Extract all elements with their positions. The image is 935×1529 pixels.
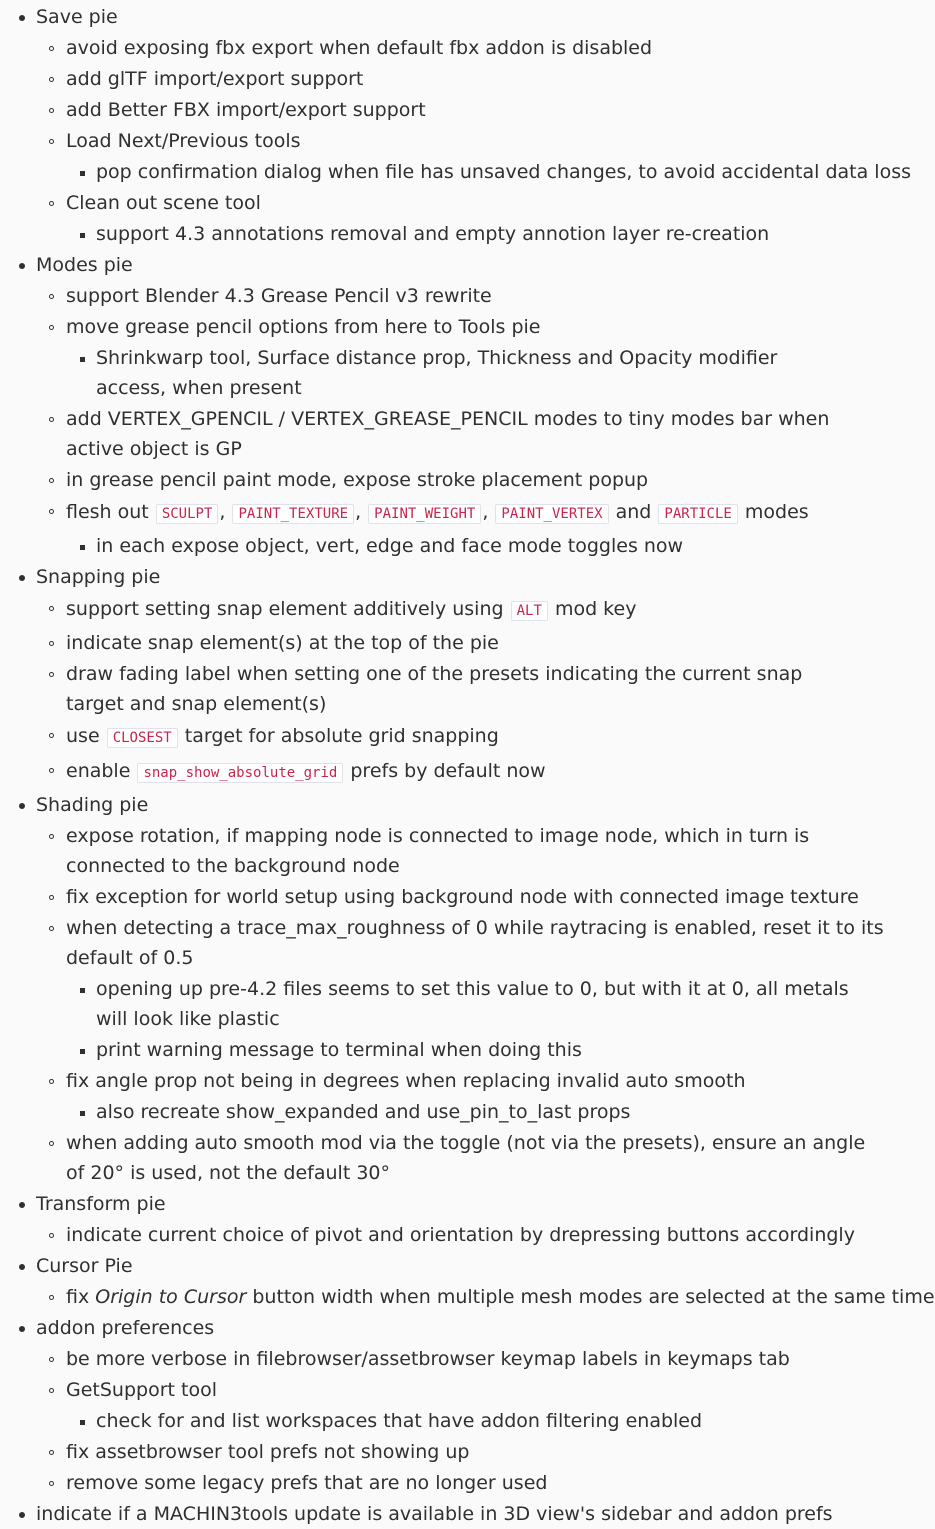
item-text: support setting snap element additively using bbox=[66, 598, 504, 620]
item-text: be more verbose in filebrowser/assetbrowser keymap labels in keymaps tab bbox=[66, 1348, 790, 1370]
list-item bbox=[36, 1375, 935, 1436]
list-item bbox=[36, 33, 935, 63]
code-sculpt: SCULPT bbox=[156, 504, 219, 524]
item-text: expose rotation, if mapping node is connected to image node, which in turn is connected to the background node bbox=[66, 825, 810, 877]
section-title: addon preferences bbox=[36, 1317, 215, 1339]
sublist bbox=[36, 1282, 935, 1312]
sublist bbox=[66, 343, 935, 403]
list-item bbox=[36, 821, 935, 881]
sublist bbox=[66, 157, 935, 187]
list-item bbox=[36, 659, 935, 719]
item-text: fix exception for world setup using background node with connected image texture bbox=[66, 886, 859, 908]
section-title: Snapping pie bbox=[36, 566, 161, 588]
code-paint-texture: PAINT_TEXTURE bbox=[232, 504, 354, 524]
sublist bbox=[36, 1220, 935, 1250]
sublist bbox=[36, 821, 935, 1188]
item-text: in each expose object, vert, edge and face mode toggles now bbox=[96, 535, 684, 557]
list-item bbox=[36, 126, 935, 187]
list-item bbox=[36, 1066, 935, 1127]
list-item bbox=[36, 628, 935, 658]
list-item bbox=[66, 1406, 935, 1436]
sublist bbox=[66, 974, 935, 1065]
code-particle: PARTICLE bbox=[658, 504, 737, 524]
item-text: flesh out bbox=[66, 501, 149, 523]
list-item bbox=[36, 755, 935, 789]
list-item bbox=[36, 1282, 935, 1312]
item-text: opening up pre-4.2 files seems to set this value to 0, but with it at 0, all metals will look like plastic bbox=[96, 978, 849, 1030]
list-item bbox=[66, 157, 935, 187]
separator: , bbox=[355, 501, 362, 523]
item-text: button width when multiple mesh modes are selected at the same time bbox=[252, 1286, 935, 1308]
item-text: pop confirmation dialog when file has unsaved changes, to avoid accidental data loss bbox=[96, 161, 911, 183]
section-title: Transform pie bbox=[36, 1193, 166, 1215]
list-item bbox=[66, 531, 935, 561]
list-item-shading-pie bbox=[0, 790, 935, 1188]
item-text: avoid exposing fbx export when default fbx addon is disabled bbox=[66, 37, 653, 59]
sublist bbox=[66, 219, 935, 249]
separator: , bbox=[219, 501, 226, 523]
item-text: Load Next/Previous tools bbox=[66, 130, 301, 152]
list-item bbox=[36, 496, 935, 561]
item-text: support Blender 4.3 Grease Pencil v3 rewrite bbox=[66, 285, 492, 307]
item-text: print warning message to terminal when doing this bbox=[96, 1039, 582, 1061]
item-text: fix angle prop not being in degrees when replacing invalid auto smooth bbox=[66, 1070, 746, 1092]
item-text: GetSupport tool bbox=[66, 1379, 217, 1401]
item-text: add glTF import/export support bbox=[66, 68, 364, 90]
code-alt: ALT bbox=[511, 601, 548, 621]
list-item-modes-pie bbox=[0, 250, 935, 561]
list-item bbox=[36, 95, 935, 125]
item-text: mod key bbox=[554, 598, 637, 620]
item-emphasis: Origin to Cursor bbox=[95, 1286, 247, 1308]
code-closest: CLOSEST bbox=[107, 728, 178, 748]
list-item-snapping-pie bbox=[0, 562, 935, 789]
list-item-cursor-pie bbox=[0, 1251, 935, 1312]
item-text: fix assetbrowser tool prefs not showing up bbox=[66, 1441, 470, 1463]
list-item bbox=[36, 720, 935, 754]
list-item bbox=[66, 1097, 935, 1127]
item-text: fix bbox=[66, 1286, 90, 1308]
list-item bbox=[36, 1220, 935, 1250]
item-text: remove some legacy prefs that are no longer used bbox=[66, 1472, 548, 1494]
item-text: when adding auto smooth mod via the toggle (not via the presets), ensure an angle of 20° is used, not the default 30° bbox=[66, 1132, 866, 1184]
sublist bbox=[66, 1097, 935, 1127]
list-item bbox=[36, 312, 935, 403]
item-text: Shrinkwarp tool, Surface distance prop, Thickness and Opacity modifier access, when present bbox=[96, 347, 778, 399]
sublist bbox=[66, 1406, 935, 1436]
item-text: target for absolute grid snapping bbox=[184, 725, 499, 747]
list-item bbox=[36, 404, 935, 464]
list-item bbox=[36, 64, 935, 94]
item-text: move grease pencil options from here to Tools pie bbox=[66, 316, 541, 338]
list-item bbox=[36, 281, 935, 311]
code-paint-vertex: PAINT_VERTEX bbox=[495, 504, 608, 524]
section-title: Cursor Pie bbox=[36, 1255, 133, 1277]
item-text: and bbox=[615, 501, 652, 523]
sublist bbox=[36, 281, 935, 561]
list-item bbox=[36, 1128, 935, 1188]
code-paint-weight: PAINT_WEIGHT bbox=[368, 504, 481, 524]
item-text: add Better FBX import/export support bbox=[66, 99, 426, 121]
list-item-transform-pie bbox=[0, 1189, 935, 1250]
list-item bbox=[36, 1437, 935, 1467]
item-text: modes bbox=[744, 501, 809, 523]
item-text: check for and list workspaces that have addon filtering enabled bbox=[96, 1410, 703, 1432]
sublist bbox=[36, 1344, 935, 1498]
separator: , bbox=[482, 501, 489, 523]
sublist bbox=[36, 33, 935, 249]
item-text: prefs by default now bbox=[350, 760, 546, 782]
section-title: Modes pie bbox=[36, 254, 133, 276]
list-item bbox=[36, 465, 935, 495]
section-title: Shading pie bbox=[36, 794, 149, 816]
item-text: indicate current choice of pivot and orientation by drepressing buttons accordingly bbox=[66, 1224, 855, 1246]
list-item-addon-preferences bbox=[0, 1313, 935, 1498]
item-text: use bbox=[66, 725, 100, 747]
item-text: when detecting a trace_max_roughness of 0 while raytracing is enabled, reset it to its default of 0.5 bbox=[66, 917, 884, 969]
list-item bbox=[36, 1344, 935, 1374]
item-text: in grease pencil paint mode, expose stroke placement popup bbox=[66, 469, 649, 491]
section-title: Save pie bbox=[36, 6, 118, 28]
list-item-update-indicator bbox=[0, 1499, 935, 1529]
list-item bbox=[36, 1468, 935, 1498]
item-text: add VERTEX_GPENCIL / VERTEX_GREASE_PENCIL modes to tiny modes bar when active object is GP bbox=[66, 408, 830, 460]
section-title: indicate if a MACHIN3tools update is available in 3D view's sidebar and addon prefs bbox=[36, 1503, 833, 1525]
list-item-save-pie bbox=[0, 2, 935, 249]
list-item bbox=[36, 593, 935, 627]
sublist bbox=[36, 593, 935, 789]
item-text: draw fading label when setting one of the presets indicating the current snap target and snap element(s) bbox=[66, 663, 803, 715]
item-text: support 4.3 annotations removal and empty annotion layer re-creation bbox=[96, 223, 770, 245]
list-item bbox=[66, 1035, 935, 1065]
sublist bbox=[66, 531, 935, 561]
item-text: Clean out scene tool bbox=[66, 192, 261, 214]
list-item bbox=[36, 882, 935, 912]
item-text: indicate snap element(s) at the top of the pie bbox=[66, 632, 499, 654]
list-item bbox=[66, 974, 935, 1034]
item-text: enable bbox=[66, 760, 131, 782]
code-snap-grid: snap_show_absolute_grid bbox=[137, 763, 343, 783]
list-item bbox=[36, 913, 935, 1065]
list-item bbox=[66, 343, 935, 403]
list-item bbox=[36, 188, 935, 249]
list-item bbox=[66, 219, 935, 249]
item-text: also recreate show_expanded and use_pin_to_last props bbox=[96, 1101, 631, 1123]
